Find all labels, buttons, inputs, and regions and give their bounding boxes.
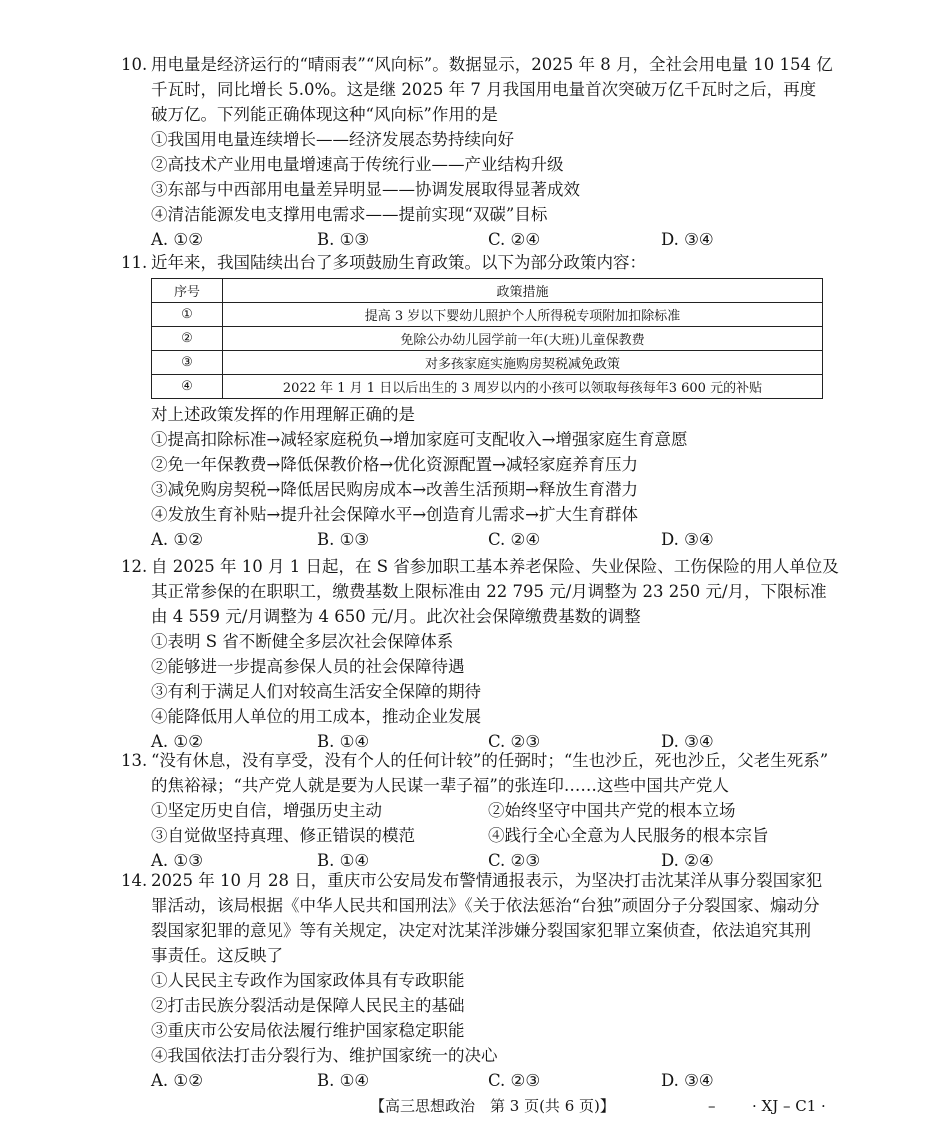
question-stem-line: 由 4 559 元/月调整为 4 650 元/月。此次社会保障缴费基数的调整	[151, 607, 641, 626]
question-stem-line: “没有休息，没有享受，没有个人的任何计较”的任弼时；“生也沙丘，死也沙丘，父老生死系”	[151, 751, 829, 770]
table-cell: ④	[152, 375, 223, 399]
table-cell: ②	[152, 327, 223, 351]
option-2: ②免一年保教费→降低保教价格→优化资源配置→减轻家庭养育压力	[151, 455, 638, 474]
table-cell: 对多孩家庭实施购房契税减免政策	[223, 351, 823, 375]
choice-a: A. ①③	[151, 851, 203, 870]
choice-c: C. ②③	[488, 732, 541, 751]
question-stem-line: 罪活动，该局根据《中华人民共和国刑法》《关于依法惩治“台独”顽固分子分裂国家、煽动分	[151, 896, 820, 915]
choice-b: B. ①③	[317, 230, 370, 249]
question-stem-line: 自 2025 年 10 月 1 日起，在 S 省参加职工基本养老保险、失业保险、工伤保险的用人单位及	[151, 557, 839, 576]
choice-a: A. ①②	[151, 230, 203, 249]
table-cell: ①	[152, 303, 223, 327]
table-row	[152, 375, 823, 399]
choice-b: B. ①④	[317, 732, 370, 751]
question-10	[121, 52, 835, 252]
page-footer	[0, 1094, 950, 1118]
choice-a: A. ①②	[151, 1071, 203, 1090]
choice-b: B. ①③	[317, 530, 370, 549]
choice-d: D. ③④	[661, 230, 714, 249]
option-2: ②能够进一步提高参保人员的社会保障待遇	[151, 657, 465, 676]
table-cell: 提高 3 岁以下婴幼儿照护个人所得税专项附加扣除标准	[223, 303, 823, 327]
option-4: ④我国依法打击分裂行为、维护国家统一的决心	[151, 1046, 498, 1065]
option-2: ②高技术产业用电量增速高于传统行业——产业结构升级	[151, 155, 564, 174]
choice-c: C. ②③	[488, 851, 541, 870]
question-stem-line: 事责任。这反映了	[151, 946, 283, 965]
option-3: ③重庆市公安局依法履行维护国家稳定职能	[151, 1021, 465, 1040]
option-3: ③减免购房契税→降低居民购房成本→改善生活预期→释放生育潜力	[151, 480, 638, 499]
option-2: ②打击民族分裂活动是保障人民民主的基础	[151, 996, 465, 1015]
choice-c: C. ②④	[488, 530, 541, 549]
option-4: ④发放生育补贴→提升社会保障水平→创造育儿需求→扩大生育群体	[151, 505, 638, 524]
question-number: 14.	[121, 871, 148, 890]
choice-d: D. ②④	[661, 851, 714, 870]
choice-d: D. ③④	[661, 732, 714, 751]
option-1: ①坚定历史自信，增强历史主动	[151, 801, 382, 820]
question-stem-line: 的焦裕禄；“共产党人就是要为人民谋一辈子福”的张连印……这些中国共产党人	[151, 776, 729, 795]
option-4: ④践行全心全意为人民服务的根本宗旨	[488, 826, 769, 845]
footer-code: · XJ – C1 ·	[752, 1097, 826, 1115]
table-header: 政策措施	[223, 279, 823, 303]
question-stem-line: 其正常参保的在职职工，缴费基数上限标准由 22 795 元/月调整为 23 250 元/月，下限标准	[151, 582, 827, 601]
question-12	[121, 554, 839, 754]
option-3: ③有利于满足人们对较高生活安全保障的期待	[151, 682, 481, 701]
option-1: ①提高扣除标准→减轻家庭税负→增加家庭可支配收入→增强家庭生育意愿	[151, 430, 688, 449]
option-1: ①我国用电量连续增长——经济发展态势持续向好	[151, 130, 514, 149]
question-stem-line: 用电量是经济运行的“晴雨表”“风向标”。数据显示，2025 年 8 月，全社会用电量 10 154 亿	[151, 55, 833, 74]
option-1: ①表明 S 省不断健全多层次社会保障体系	[151, 632, 454, 651]
table-header: 序号	[152, 279, 223, 303]
question-stem-line: 近年来，我国陆续出台了多项鼓励生育政策。以下为部分政策内容：	[151, 253, 646, 272]
choice-a: A. ①②	[151, 732, 203, 751]
answer-choices	[135, 527, 835, 552]
table-cell: 2022 年 1 月 1 日以后出生的 3 周岁以内的小孩可以领取每孩每年3 600 元的补贴	[223, 375, 823, 399]
table-row	[152, 303, 823, 327]
footer-dash: –	[708, 1097, 716, 1115]
option-4: ④清洁能源发电支撑用电需求——提前实现“双碳”目标	[151, 205, 548, 224]
question-stem-line: 裂国家犯罪的意见》等有关规定，决定对沈某洋涉嫌分裂国家犯罪立案侦查，依法追究其刑	[151, 921, 811, 940]
question-stem-line: 对上述政策发挥的作用理解正确的是	[151, 405, 415, 424]
option-3: ③东部与中西部用电量差异明显——协调发展取得显著成效	[151, 180, 580, 199]
footer-title: 【高三思想政治 第 3 页(共 6 页)】	[370, 1097, 615, 1115]
answer-choices	[135, 1068, 835, 1093]
choice-d: D. ③④	[661, 530, 714, 549]
question-number: 12.	[121, 557, 148, 576]
question-number: 10.	[121, 55, 148, 74]
table-cell: ③	[152, 351, 223, 375]
choice-a: A. ①②	[151, 530, 203, 549]
choice-c: C. ②③	[488, 1071, 541, 1090]
question-11	[121, 250, 835, 552]
table-row	[152, 327, 823, 351]
question-number: 11.	[121, 253, 148, 272]
question-14	[121, 868, 835, 1093]
option-3: ③自觉做坚持真理、修正错误的模范	[151, 826, 415, 845]
table-cell: 免除公办幼儿园学前一年(大班)儿童保教费	[223, 327, 823, 351]
choice-d: D. ③④	[661, 1071, 714, 1090]
question-stem-line: 破万亿。下列能正确体现这种“风向标”作用的是	[151, 105, 498, 124]
table-row	[152, 351, 823, 375]
choice-b: B. ①④	[317, 851, 370, 870]
question-stem-line: 2025 年 10 月 28 日，重庆市公安局发布警情通报表示，为坚决打击沈某洋从事分裂国家犯	[151, 871, 823, 890]
question-number: 13.	[121, 751, 148, 770]
question-13	[121, 748, 835, 873]
table-header-row	[152, 279, 823, 303]
policy-table	[151, 278, 823, 399]
option-2: ②始终坚守中国共产党的根本立场	[488, 801, 736, 820]
choice-b: B. ①④	[317, 1071, 370, 1090]
option-1: ①人民民主专政作为国家政体具有专政职能	[151, 971, 465, 990]
option-4: ④能降低用人单位的用工成本，推动企业发展	[151, 707, 481, 726]
choice-c: C. ②④	[488, 230, 541, 249]
answer-choices	[135, 227, 835, 252]
question-stem-line: 千瓦时，同比增长 5.0%。这是继 2025 年 7 月我国用电量首次突破万亿千瓦时之后，再度	[151, 80, 817, 99]
